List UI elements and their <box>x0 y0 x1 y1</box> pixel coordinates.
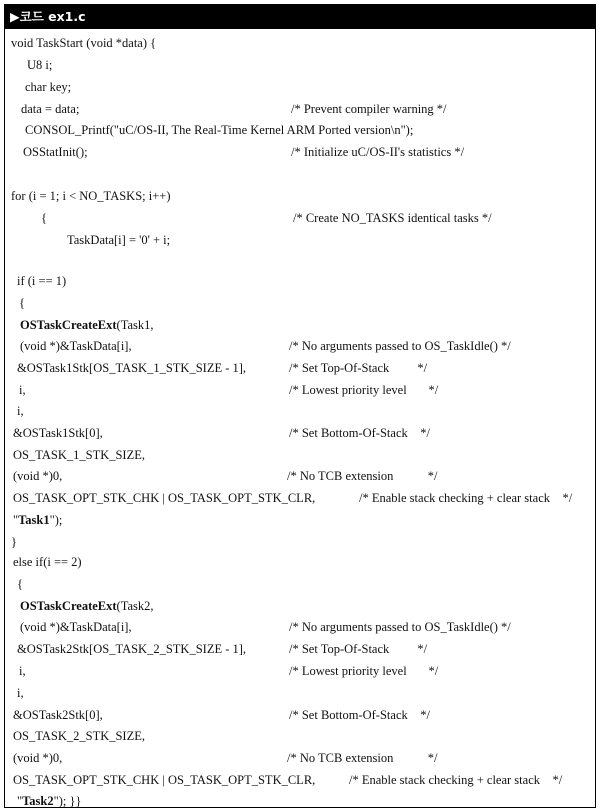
code-line: OS_TASK_OPT_STK_CHK | OS_TASK_OPT_STK_CLR, <box>13 773 316 787</box>
code-line: i, <box>17 686 24 700</box>
code-line: i, <box>19 664 26 678</box>
code-line: } <box>11 535 17 549</box>
code-line: char key; <box>25 80 72 94</box>
code-comment: /* No arguments passed to OS_TaskIdle() */ <box>289 620 511 634</box>
function-name: OSTaskCreateExt <box>20 599 117 613</box>
code-line: OS_TASK_2_STK_SIZE, <box>13 729 145 743</box>
code-comment: /* No TCB extension */ <box>287 751 438 765</box>
code-line: void TaskStart (void *data) { <box>11 36 157 50</box>
code-comment: /* Set Bottom-Of-Stack */ <box>289 708 430 722</box>
code-comment: /* Lowest priority level */ <box>289 664 439 678</box>
code-comment: /* Set Top-Of-Stack */ <box>289 361 428 375</box>
code-line: { <box>19 296 25 310</box>
code-line: &OSTask1Stk[OS_TASK_1_STK_SIZE - 1], <box>17 361 247 375</box>
code-line: &OSTask1Stk[0], <box>13 426 103 440</box>
code-comment: /* Enable stack checking + clear stack */ <box>359 491 573 505</box>
code-listing-box <box>4 4 596 808</box>
code-line: "Task2"); }} <box>17 794 82 808</box>
code-line: OS_TASK_1_STK_SIZE, <box>13 448 145 462</box>
code-line: CONSOL_Printf("uC/OS-II, The Real-Time Kernel ARM Ported version\n"); <box>25 123 414 137</box>
code-line: (void *)0, <box>13 469 63 483</box>
code-comment: /* No arguments passed to OS_TaskIdle() */ <box>289 339 511 353</box>
code-line: data = data; <box>21 102 80 116</box>
code-line: for (i = 1; i < NO_TASKS; i++) <box>11 189 171 203</box>
task-name: Task1 <box>18 513 50 527</box>
code-line <box>20 598 154 614</box>
code-line: TaskData[i] = '0' + i; <box>67 233 171 247</box>
task-name: Task2 <box>22 794 54 808</box>
code-line: else if(i == 2) <box>13 555 82 569</box>
code-line: { <box>41 211 47 225</box>
code-line: i, <box>19 383 26 397</box>
code-comment: /* Lowest priority level */ <box>289 383 439 397</box>
code-line: (void *)&TaskData[i], <box>20 620 132 634</box>
code-line: (void *)&TaskData[i], <box>20 339 132 353</box>
code-comment: /* Set Bottom-Of-Stack */ <box>289 426 430 440</box>
code-comment: /* No TCB extension */ <box>287 469 438 483</box>
code-line: (void *)0, <box>13 751 63 765</box>
code-line: if (i == 1) <box>17 274 67 288</box>
code-line: U8 i; <box>27 58 53 72</box>
code-line: "Task1"); <box>13 513 63 527</box>
code-comment: /* Initialize uC/OS-II's statistics */ <box>291 145 465 159</box>
code-comment: /* Create NO_TASKS identical tasks */ <box>293 211 492 225</box>
code-line: { <box>17 577 23 591</box>
code-line: OS_TASK_OPT_STK_CHK | OS_TASK_OPT_STK_CLR, <box>13 491 316 505</box>
listing-title: ▶코드 ex1.c <box>5 5 595 29</box>
code-comment: /* Enable stack checking + clear stack */ <box>349 773 563 787</box>
function-args: (Task1, <box>116 318 154 332</box>
code-line: &OSTask2Stk[OS_TASK_2_STK_SIZE - 1], <box>17 642 247 656</box>
code-comment: /* Set Top-Of-Stack */ <box>289 642 428 656</box>
code-line: OSStatInit(); <box>23 145 88 159</box>
function-name: OSTaskCreateExt <box>20 318 117 332</box>
code-line <box>20 317 154 333</box>
code-comment: /* Prevent compiler warning */ <box>291 102 447 116</box>
function-args: (Task2, <box>116 599 154 613</box>
code-line: &OSTask2Stk[0], <box>13 708 103 722</box>
code-line: i, <box>17 404 24 418</box>
